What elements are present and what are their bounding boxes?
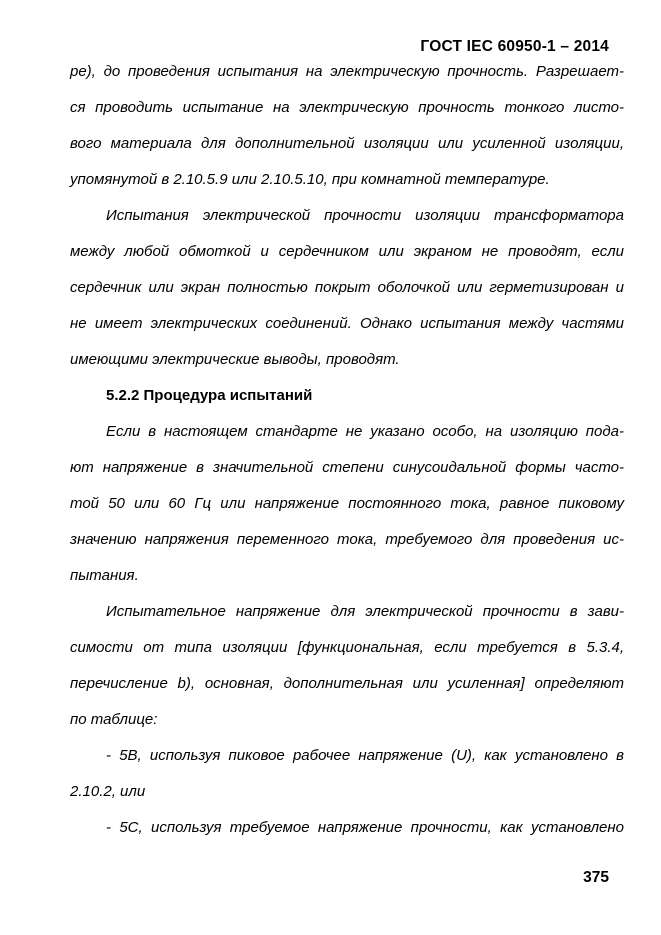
text-line: Испытания электрической прочности изоляции трансформатора [106, 207, 624, 224]
document-header: ГОСТ IEC 60950-1 – 2014 [420, 38, 609, 55]
text-line: перечисление b), основная, дополнительная или усиленная] определяют [70, 675, 624, 692]
text-line: Испытательное напряжение для электрической прочности в зави- [106, 603, 624, 620]
text-line: ют напряжение в значительной степени синусоидальной формы часто- [70, 459, 624, 476]
text-line: той 50 или 60 Гц или напряжение постоянного тока, равное пиковому [70, 495, 624, 512]
text-line: значению напряжения переменного тока, требуемого для проведения ис- [70, 531, 624, 548]
list-item-line: - 5C, используя требуемое напряжение прочности, как установлено [106, 819, 624, 836]
text-line: упомянутой в 2.10.5.9 или 2.10.5.10, при комнатной температуре. [70, 171, 550, 188]
list-item-line: - 5B, используя пиковое рабочее напряжение (U), как установлено в [106, 747, 624, 764]
text-line: сердечник или экран полностью покрыт оболочкой или герметизирован и [70, 279, 624, 296]
page-body [70, 54, 624, 846]
text-line: симости от типа изоляции [функциональная, если требуется в 5.3.4, [70, 639, 624, 656]
text-line: пытания. [70, 567, 139, 584]
page-number: 375 [583, 869, 609, 886]
text-line: по таблице: [70, 711, 158, 728]
text-line: имеющими электрические выводы, проводят. [70, 351, 400, 368]
text-line: Если в настоящем стандарте не указано особо, на изоляцию пода- [106, 423, 624, 440]
section-heading: 5.2.2 Процедура испытаний [106, 387, 313, 404]
list-item-line: 2.10.2, или [70, 783, 146, 800]
text-line: ре), до проведения испытания на электрическую прочность. Разрешает- [70, 63, 624, 80]
text-line: не имеет электрических соединений. Однако испытания между частями [70, 315, 624, 332]
text-line: вого материала для дополнительной изоляции или усиленной изоляции, [70, 135, 624, 152]
text-line: между любой обмоткой и сердечником или экраном не проводят, если [70, 243, 624, 260]
text-line: ся проводить испытание на электрическую прочность тонкого листо- [70, 99, 624, 116]
